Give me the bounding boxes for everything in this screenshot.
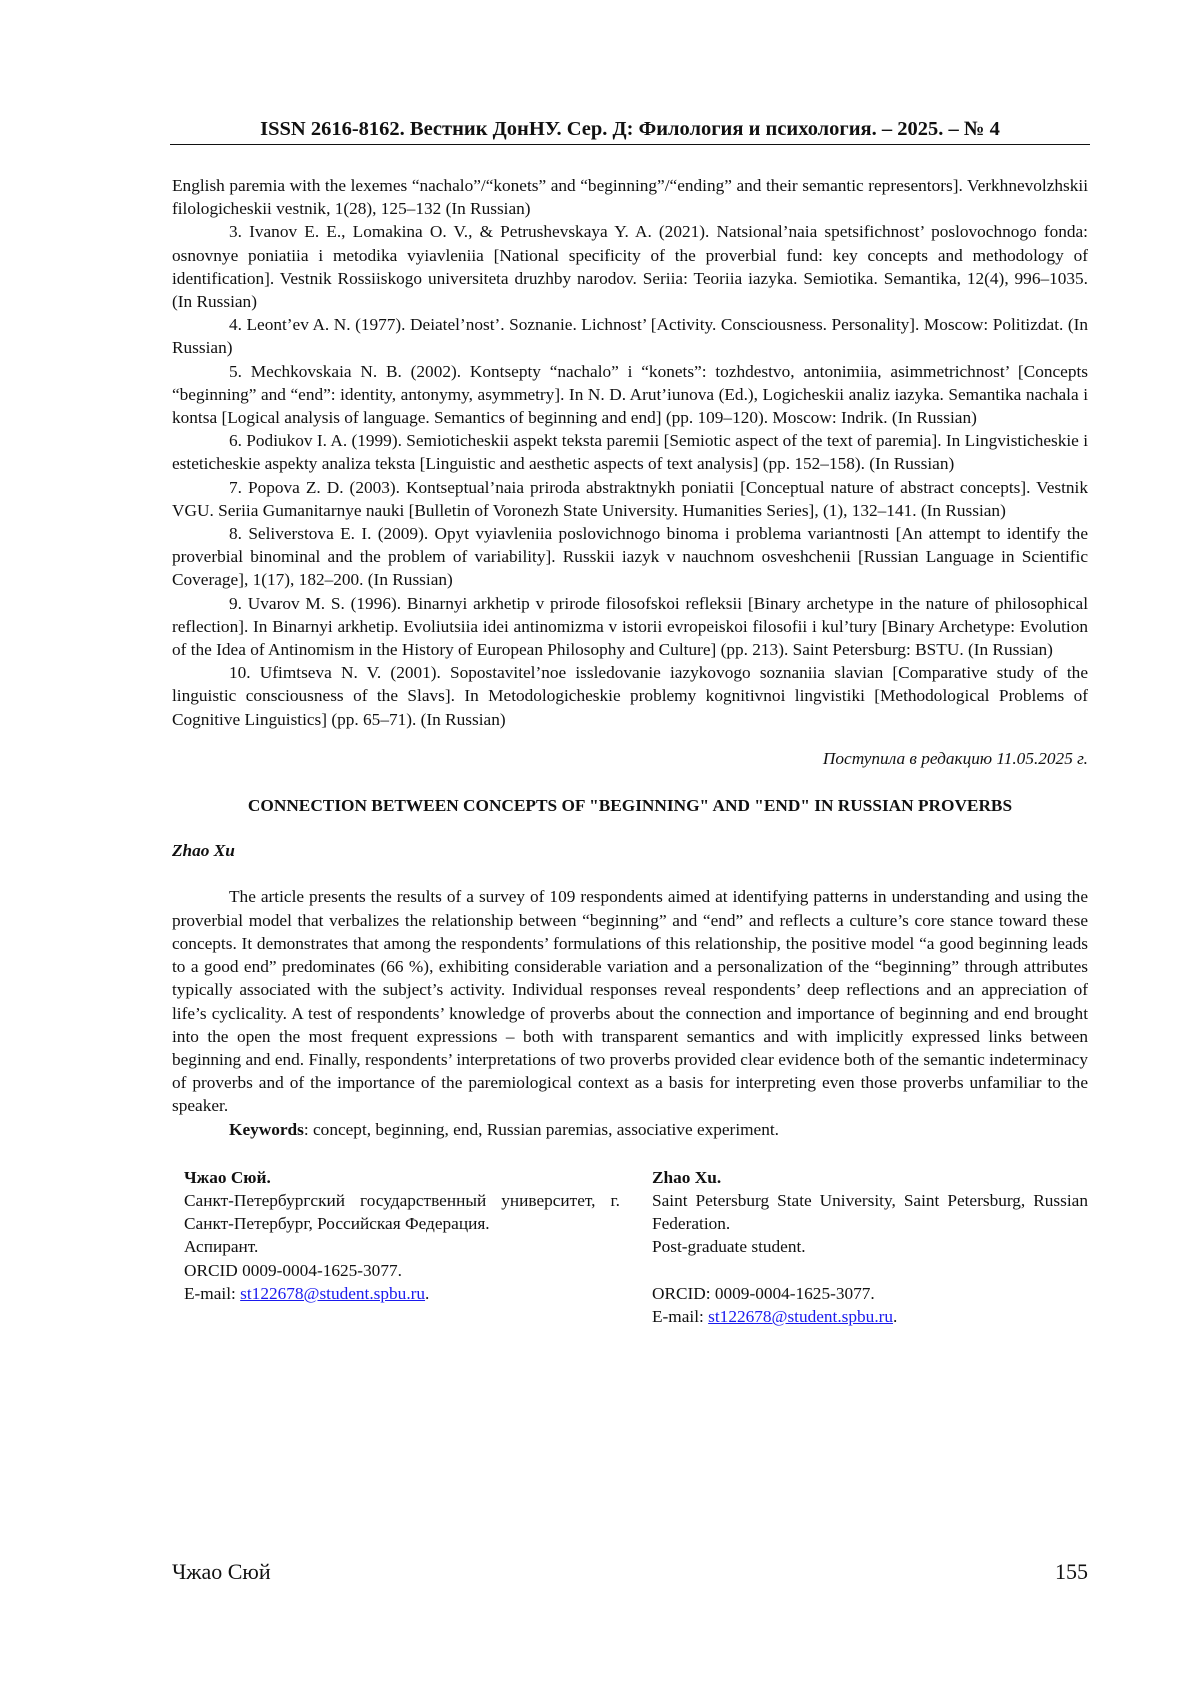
keywords-label: Keywords: [229, 1119, 304, 1139]
email-label-ru: E-mail:: [184, 1283, 241, 1303]
article-title: CONNECTION BETWEEN CONCEPTS OF "BEGINNING" AND "END" IN RUSSIAN PROVERBS: [247, 796, 1013, 816]
orcid-en: ORCID: 0009-0004-1625-3077.: [652, 1283, 875, 1303]
email-line-en: [652, 1305, 1088, 1328]
orcid-ru: ORCID 0009-0004-1625-3077.: [184, 1260, 402, 1280]
reference-item: 3. Ivanov E. E., Lomakina O. V., & Petrushevskaya Y. A. (2021). Natsional’naia spetsifichnost’ poslovochnogo fonda: osnovnye poniatiia i metodika vyiavleniia [National specificity of the proverbial fund: key concepts and methodology of identification]. Vestnik Rossiiskogo universiteta druzhby narodov. Seriia: Teoriia iazyka. Semiotika. Semantika, 12(4), 996–1035. (In Russian): [172, 222, 1088, 312]
position-en: Post-graduate student.: [652, 1237, 806, 1257]
email-label-en: E-mail:: [652, 1306, 709, 1326]
position-ru: Аспирант.: [184, 1237, 259, 1257]
reference-item: 6. Podiukov I. A. (1999). Semioticheskii aspekt teksta paremii [Semiotic aspect of the text of paremia]. In Lingvisticheskie i esteticheskie aspekty analiza teksta [Linguistic and aesthetic aspects of text analysis] (pp. 152–158). (In Russian): [172, 431, 1088, 474]
affiliation-en: Saint Petersburg State University, Saint Petersburg, Russian Federation.: [652, 1190, 1088, 1234]
reference-item: 7. Popova Z. D. (2003). Kontseptual’naia priroda abstraktnykh poniatii [Conceptual nature of abstract concepts]. Vestnik VGU. Seriia Gumanitarnye nauki [Bulletin of Voronezh State University. Humanities Series], (1), 132–141. (In Russian): [172, 477, 1088, 520]
reference-item: 4. Leont’ev A. N. (1977). Deiatel’nost’. Soznanie. Lichnost’ [Activity. Consciousness. Personality]. Moscow: Politizdat. (In Russian): [172, 315, 1088, 358]
email-end-en: .: [893, 1306, 898, 1326]
keywords-list: : concept, beginning, end, Russian paremias, associative experiment.: [303, 1119, 779, 1139]
author-info-en: [652, 1166, 1088, 1328]
abstract: The article presents the results of a survey of 109 respondents aimed at identifying patterns in understanding and using the proverbial model that verbalizes the relationship between “beginning” and “end” and reflects a culture’s core stance toward these concepts. It demonstrates that among the respondents’ formulations of this relationship, the positive model “a good beginning leads to a good end” predominates (66 %), exhibiting considerable variation and a personalization of the “beginning” through attributes typically associated with the subject’s activity. Individual responses reveal respondents’ deep reflections and an appreciation of life’s cyclicality. A test of respondents’ knowledge of proverbs about the connection and importance of beginning and end brought into the open the most frequent expressions – both with transparent semantics and with implicitly expressed links between beginning and end. Finally, respondents’ interpretations of two proverbs provided clear evidence both of the semantic indeterminacy of proverbs and of the importance of the paremiological context as a basis for interpreting even those proverbs unfamiliar to the speaker.: [172, 887, 1088, 1116]
email-line-ru: [184, 1282, 620, 1305]
reference-item: 9. Uvarov M. S. (1996). Binarnyi arkhetip v prirode filosofskoi refleksii [Binary archetype in the nature of philosophical reflection]. In Binarnyi arkhetip. Evoliutsiia idei antinomizma v istorii evropeiskoi filosofii i kul’tury [Binary Archetype: Evolution of the Idea of Antinomism in the History of European Philosophy and Culture] (pp. 213). Saint Petersburg: BSTU. (In Russian): [172, 593, 1088, 660]
affiliation-ru: Санкт-Петербургский государственный университет, г. Санкт-Петербург, Российская Федерация.: [184, 1190, 620, 1234]
received-date: Поступила в редакцию 11.05.2025 г.: [822, 748, 1088, 768]
footer-author: Чжао Сюй: [172, 1559, 271, 1584]
spacer: [652, 1259, 1088, 1282]
reference-item: 10. Ufimtseva N. V. (2001). Sopostavitel’noe issledovanie iazykovogo soznaniia slavian [Comparative study of the linguistic consciousness of the Slavs]. In Metodologicheskie problemy kognitivnoi lingvistiki [Methodological Problems of Cognitive Linguistics] (pp. 65–71). (In Russian): [172, 663, 1088, 729]
author-name-en: Zhao Xu.: [652, 1167, 722, 1187]
email-end-ru: .: [425, 1283, 430, 1303]
page-number: 155: [1055, 1559, 1088, 1584]
reference-item: 8. Seliverstova E. I. (2009). Opyt vyiavleniia poslovichnogo binoma i problema variantnosti [An attempt to identify the proverbial binominal and the problem of variability]. Russkii iazyk v nauchnom osveshchenii [Russian Language in Scientific Coverage], 1(17), 182–200. (In Russian): [172, 524, 1088, 590]
author-info-ru: [184, 1166, 620, 1328]
author-name-ru: Чжао Сюй.: [184, 1167, 271, 1187]
keywords: [172, 1118, 1088, 1141]
running-header: ISSN 2616-8162. Вестник ДонНУ. Сер. Д: Филология и психология. – 2025. – № 4: [170, 115, 1090, 145]
email-link-en[interactable]: st122678@student.spbu.ru: [708, 1306, 894, 1326]
reference-item: 5. Mechkovskaia N. B. (2002). Kontsepty “nachalo” i “konets”: tozhdestvo, antonimiia, asimmetrichnost’ [Concepts “beginning” and “end”: identity, antonymy, asymmetry]. In N. D. Arut’iunova (Ed.), Logicheskii analiz iazyka. Semantika nachala i kontsa [Logical analysis of language. Semantics of beginning and end] (pp. 109–120). Moscow: Indrik. (In Russian): [172, 361, 1088, 428]
page-content: [172, 174, 1088, 1328]
page-footer: [172, 1558, 1088, 1586]
email-link-ru[interactable]: st122678@student.spbu.ru: [240, 1283, 426, 1303]
reference-continuation: English paremia with the lexemes “nachalo”/“konets” and “beginning”/“ending” and their semantic representors]. Verkhnevolzhskii filologicheskii vestnik, 1(28), 125–132 (In Russian): [172, 176, 1088, 219]
author-info: [172, 1166, 1088, 1328]
article-author: Zhao Xu: [172, 841, 235, 861]
